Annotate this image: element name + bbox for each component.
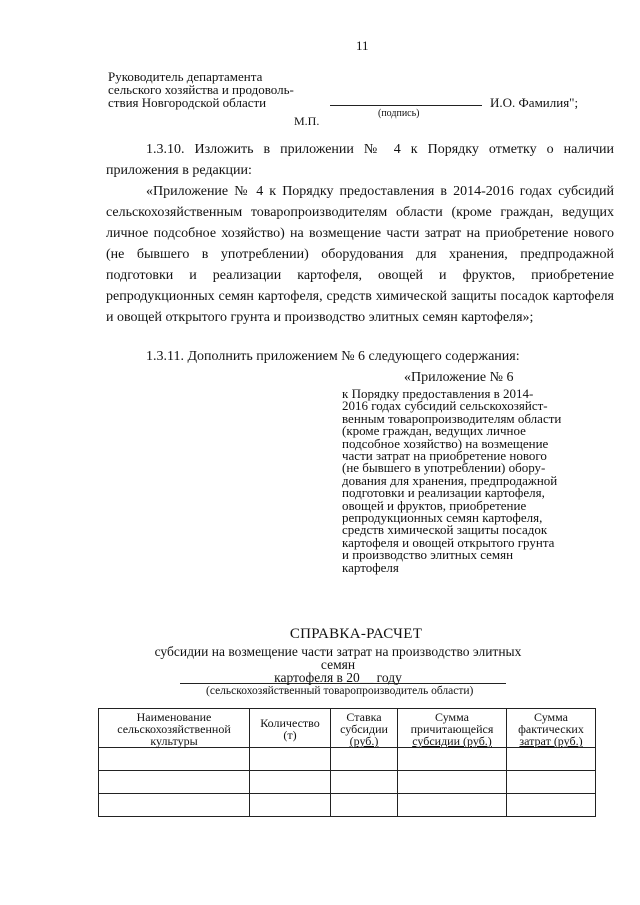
appendix-line: средств химической защиты посадок — [342, 522, 548, 538]
signatory-title — [108, 70, 294, 109]
appendix-line: овощей и фруктов, приобретение — [342, 497, 527, 513]
appendix-line: венным товаропроизводителям области — [342, 410, 562, 426]
form-subtitle-line-2: картофеля в 20__ году — [274, 670, 402, 685]
header-actual-costs — [507, 709, 596, 748]
producer-caption: (сельскохозяйственный товаропроизводитель области) — [206, 685, 474, 697]
appendix-line: 2016 годах субсидий сельскохозяйст- — [342, 398, 548, 414]
appendix-line: (кроме граждан, ведущих личное — [342, 423, 526, 439]
form-title: СПРАВКА-РАСЧЕТ — [289, 626, 423, 642]
header-text: фактических — [518, 722, 584, 736]
signatory-line-2: сельского хозяйства и продоволь- — [108, 82, 294, 97]
paragraph-1-3-11: 1.3.11. Дополнить приложением № 6 следующего содержания: — [146, 349, 520, 364]
appendix-line: подготовки и реализации картофеля, — [342, 485, 545, 501]
header-text: (руб.) — [349, 734, 379, 748]
appendix-line: дования для хранения, предпродажной — [342, 472, 558, 488]
header-text: Сумма — [435, 710, 469, 724]
table-cell — [250, 794, 331, 817]
appendix-6-subtitle — [342, 388, 604, 574]
table-cell — [507, 771, 596, 794]
header-crop — [99, 709, 250, 748]
table-cell — [99, 748, 250, 771]
paragraph-appendix-4: «Приложение № 4 к Порядку предоставления в 2014-2016 годах субсидий сельскохозяйственным товаропроизводителям области (кроме граждан, ведущих личное подсобное хозяйство) на возмещение части затрат на приобретение нового (не бывшего в употреблении) оборудования для хранения, предпродажной подготовки и реализации картофеля, овощей и фруктов, приобретение репродукционных семян картофеля, средств химической защиты посадок картофеля и овощей открытого грунта и производство элитных семян картофеля»; — [106, 184, 614, 325]
table-cell — [507, 748, 596, 771]
header-text: культуры — [150, 734, 198, 748]
table-row — [99, 794, 596, 817]
table-cell — [99, 771, 250, 794]
form-subtitle-line-1: субсидии на возмещение части затрат на производство элитных семян — [154, 644, 522, 672]
table-header-row — [99, 709, 596, 748]
header-text: Сумма — [534, 710, 568, 724]
header-text: субсидии (руб.) — [412, 734, 492, 748]
signatory-line-1: Руководитель департамента — [108, 69, 263, 84]
table-cell — [331, 794, 398, 817]
table-cell — [507, 794, 596, 817]
table-cell — [398, 748, 507, 771]
table-cell — [398, 794, 507, 817]
page-number: 11 — [356, 38, 369, 53]
header-text: затрат (руб.) — [519, 734, 583, 748]
header-text: сельскохозяйственной — [117, 722, 231, 736]
signatory-name: И.О. Фамилия"; — [490, 95, 579, 110]
appendix-line: к Порядку предоставления в 2014- — [342, 386, 534, 401]
table-cell — [331, 748, 398, 771]
signature-line — [330, 105, 482, 106]
table-row — [99, 748, 596, 771]
header-due-subsidy — [398, 709, 507, 748]
header-text: Наименование — [136, 710, 212, 724]
form-subtitle — [138, 645, 538, 684]
table-cell — [331, 771, 398, 794]
header-rate — [331, 709, 398, 748]
header-text: Количество — [260, 716, 320, 730]
signatory-line-3: ствия Новгородской области — [108, 95, 267, 110]
appendix-line: части затрат на приобретение нового — [342, 448, 547, 464]
header-text: (т) — [283, 728, 297, 742]
signature-caption: (подпись) — [378, 108, 420, 119]
header-text: Ставка — [346, 710, 382, 724]
appendix-line: репродукционных семян картофеля, — [342, 510, 543, 526]
header-quantity — [250, 709, 331, 748]
table-row — [99, 771, 596, 794]
appendix-line: подсобное хозяйство) на возмещение — [342, 435, 549, 451]
table-cell — [250, 771, 331, 794]
appendix-line: и производство элитных семян — [342, 547, 514, 563]
seal-mark: М.П. — [294, 114, 320, 128]
table-cell — [398, 771, 507, 794]
table-cell — [250, 748, 331, 771]
appendix-line: картофеля и овощей открытого грунта — [342, 534, 555, 550]
header-text: субсидии — [340, 722, 388, 736]
producer-line — [180, 683, 506, 684]
table-cell — [99, 794, 250, 817]
paragraph-1-3-10: 1.3.10. Изложить в приложении № 4 к Порядку отметку о наличии приложения в редакции: — [106, 142, 614, 178]
appendix-6-title: «Приложение № 6 — [404, 370, 514, 385]
appendix-line: картофеля — [342, 559, 399, 575]
appendix-line: (не бывшего в употреблении) обору- — [342, 460, 546, 476]
header-text: причитающейся — [410, 722, 494, 736]
calculation-table — [98, 708, 596, 817]
